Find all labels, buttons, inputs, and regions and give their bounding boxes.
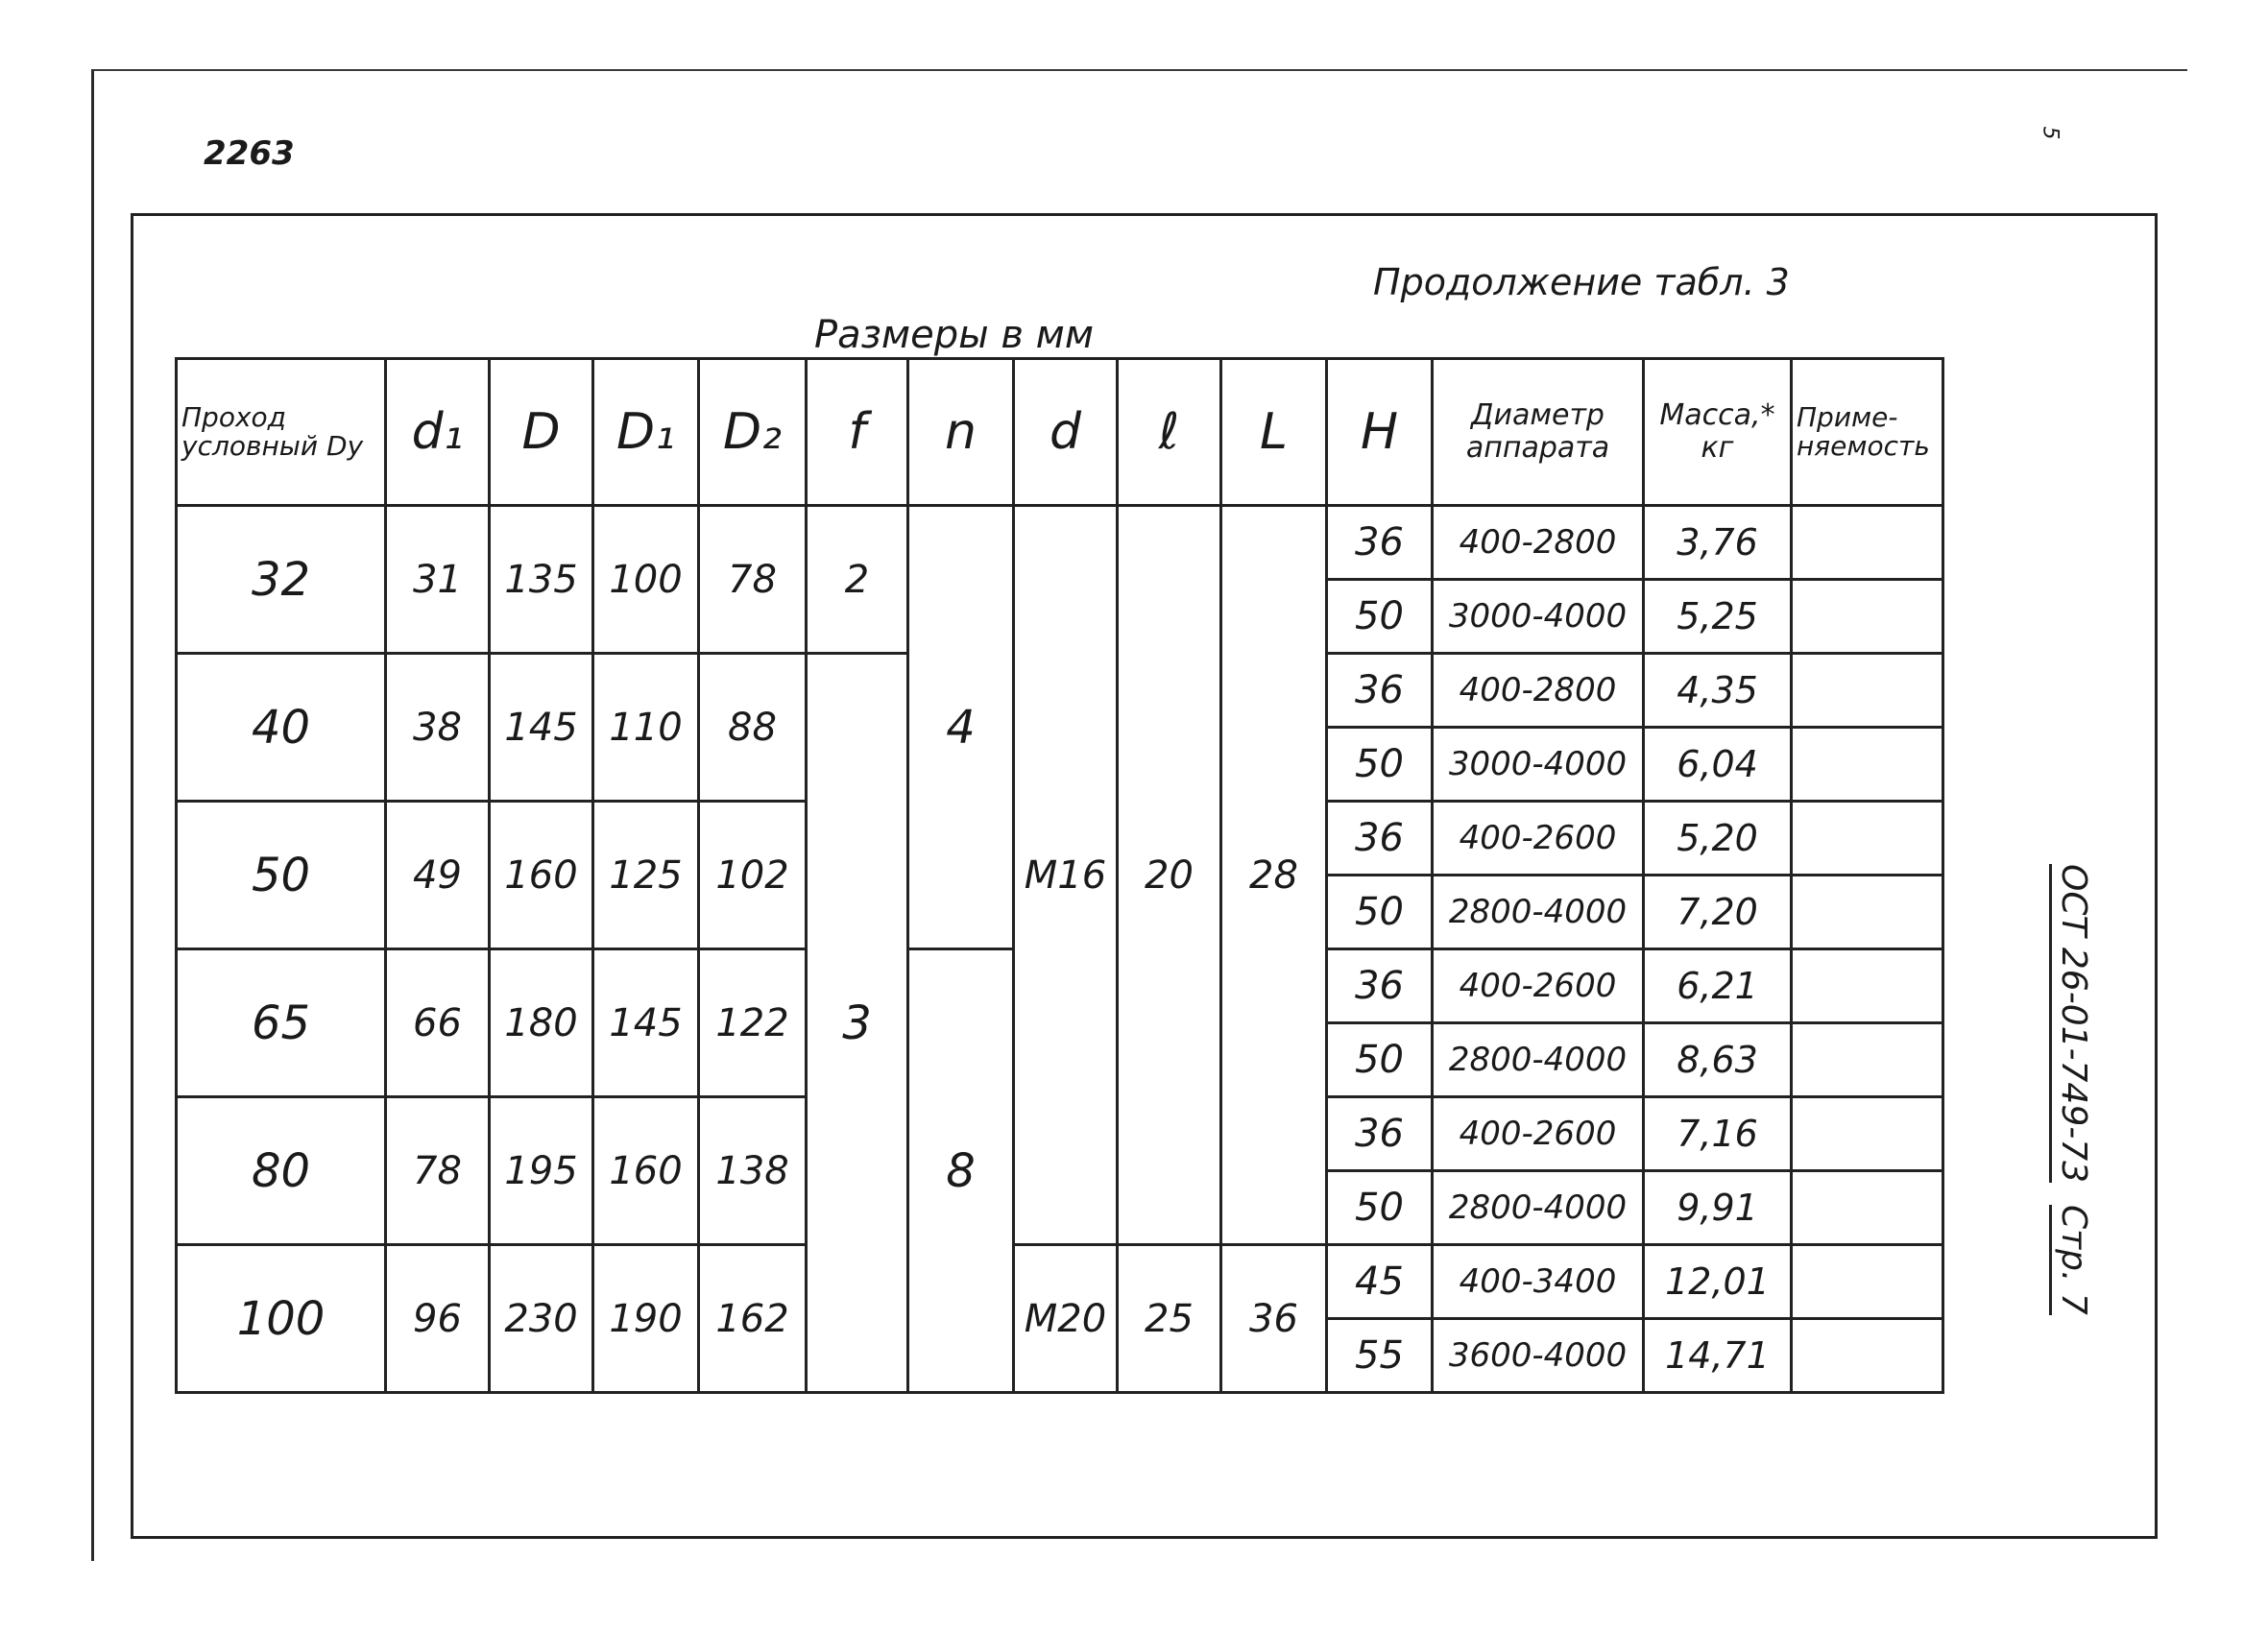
cell-d: M20 bbox=[1014, 1245, 1118, 1393]
cell-L: 36 bbox=[1221, 1245, 1327, 1393]
cell-diameter: 3600-4000 bbox=[1433, 1319, 1644, 1393]
cell-D: 230 bbox=[490, 1245, 593, 1393]
cell-d1: 49 bbox=[386, 802, 490, 949]
cell-mass: 6,04 bbox=[1644, 728, 1792, 802]
cell-H: 36 bbox=[1327, 506, 1433, 580]
cell-d1: 38 bbox=[386, 654, 490, 802]
cell-applicability bbox=[1792, 728, 1943, 802]
header-D: D bbox=[490, 359, 593, 506]
cell-D1: 190 bbox=[593, 1245, 699, 1393]
cell-H: 36 bbox=[1327, 949, 1433, 1023]
cell-D2: 88 bbox=[699, 654, 807, 802]
cell-mass: 5,20 bbox=[1644, 802, 1792, 876]
cell-mass: 3,76 bbox=[1644, 506, 1792, 580]
cell-applicability bbox=[1792, 1319, 1943, 1393]
cell-D2: 138 bbox=[699, 1097, 807, 1245]
cell-D1: 110 bbox=[593, 654, 699, 802]
cell-D1: 160 bbox=[593, 1097, 699, 1245]
cell-diameter: 3000-4000 bbox=[1433, 728, 1644, 802]
cell-mass: 7,20 bbox=[1644, 876, 1792, 949]
cell-mass: 7,16 bbox=[1644, 1097, 1792, 1171]
cell-H: 45 bbox=[1327, 1245, 1433, 1319]
cell-d1: 96 bbox=[386, 1245, 490, 1393]
corner-mark: 5 bbox=[2038, 126, 2063, 140]
cell-diameter: 400-2800 bbox=[1433, 654, 1644, 728]
cell-H: 50 bbox=[1327, 728, 1433, 802]
cell-f: 2 bbox=[807, 506, 908, 654]
cell-D: 145 bbox=[490, 654, 593, 802]
table-row bbox=[177, 1245, 1943, 1319]
header-f: f bbox=[807, 359, 908, 506]
cell-H: 36 bbox=[1327, 654, 1433, 728]
header-H: H bbox=[1327, 359, 1433, 506]
header-D2: D₂ bbox=[699, 359, 807, 506]
cell-mass: 4,35 bbox=[1644, 654, 1792, 728]
cell-D2: 122 bbox=[699, 949, 807, 1097]
cell-D1: 100 bbox=[593, 506, 699, 654]
cell-applicability bbox=[1792, 802, 1943, 876]
cell-H: 36 bbox=[1327, 802, 1433, 876]
cell-dy: 100 bbox=[177, 1245, 386, 1393]
cell-applicability bbox=[1792, 1245, 1943, 1319]
cell-n: 4 bbox=[908, 506, 1014, 949]
cell-mass: 9,91 bbox=[1644, 1171, 1792, 1245]
cell-H: 50 bbox=[1327, 876, 1433, 949]
cell-diameter: 3000-4000 bbox=[1433, 580, 1644, 654]
header-applicability: Приме- няемость bbox=[1792, 359, 1943, 506]
cell-applicability bbox=[1792, 580, 1943, 654]
sheet-number: 2263 bbox=[204, 134, 295, 173]
cell-H: 50 bbox=[1327, 580, 1433, 654]
cell-applicability bbox=[1792, 506, 1943, 580]
cell-applicability bbox=[1792, 1171, 1943, 1245]
cell-mass: 12,01 bbox=[1644, 1245, 1792, 1319]
cell-d1: 66 bbox=[386, 949, 490, 1097]
continuation-label: Продолжение табл. 3 bbox=[1373, 261, 1790, 303]
cell-n: 8 bbox=[908, 949, 1014, 1393]
side-page-label: Стр. 7 bbox=[2049, 1205, 2093, 1315]
cell-l: 20 bbox=[1118, 506, 1221, 1245]
header-l: ℓ bbox=[1118, 359, 1221, 506]
cell-f: 3 bbox=[807, 654, 908, 1393]
cell-D: 180 bbox=[490, 949, 593, 1097]
header-D1: D₁ bbox=[593, 359, 699, 506]
side-stamp bbox=[1978, 864, 2112, 1402]
cell-applicability bbox=[1792, 1023, 1943, 1097]
cell-D1: 125 bbox=[593, 802, 699, 949]
cell-mass: 6,21 bbox=[1644, 949, 1792, 1023]
cell-D: 160 bbox=[490, 802, 593, 949]
units-label: Размеры в мм bbox=[814, 313, 1095, 357]
header-diameter: Диаметр аппарата bbox=[1433, 359, 1644, 506]
header-dy: Проход условный Dy bbox=[177, 359, 386, 506]
cell-mass: 8,63 bbox=[1644, 1023, 1792, 1097]
cell-dy: 50 bbox=[177, 802, 386, 949]
cell-D2: 102 bbox=[699, 802, 807, 949]
header-mass: Масса,* кг bbox=[1644, 359, 1792, 506]
cell-diameter: 2800-4000 bbox=[1433, 1171, 1644, 1245]
cell-applicability bbox=[1792, 876, 1943, 949]
cell-mass: 14,71 bbox=[1644, 1319, 1792, 1393]
flange-dimensions-table bbox=[175, 357, 1944, 1394]
cell-diameter: 400-2600 bbox=[1433, 802, 1644, 876]
cell-D: 135 bbox=[490, 506, 593, 654]
cell-H: 50 bbox=[1327, 1023, 1433, 1097]
cell-D2: 162 bbox=[699, 1245, 807, 1393]
cell-H: 55 bbox=[1327, 1319, 1433, 1393]
cell-diameter: 400-2600 bbox=[1433, 949, 1644, 1023]
cell-dy: 40 bbox=[177, 654, 386, 802]
side-doc-code: ОСТ 26-01-749-73 bbox=[2049, 864, 2093, 1183]
cell-D2: 78 bbox=[699, 506, 807, 654]
cell-applicability bbox=[1792, 949, 1943, 1023]
header-L: L bbox=[1221, 359, 1327, 506]
cell-diameter: 400-3400 bbox=[1433, 1245, 1644, 1319]
cell-d1: 31 bbox=[386, 506, 490, 654]
header-d: d bbox=[1014, 359, 1118, 506]
header-n: n bbox=[908, 359, 1014, 506]
cell-mass: 5,25 bbox=[1644, 580, 1792, 654]
cell-diameter: 400-2800 bbox=[1433, 506, 1644, 580]
cell-dy: 32 bbox=[177, 506, 386, 654]
cell-diameter: 2800-4000 bbox=[1433, 1023, 1644, 1097]
cell-diameter: 2800-4000 bbox=[1433, 876, 1644, 949]
cell-d1: 78 bbox=[386, 1097, 490, 1245]
cell-d: M16 bbox=[1014, 506, 1118, 1245]
cell-dy: 65 bbox=[177, 949, 386, 1097]
header-row bbox=[177, 359, 1943, 506]
cell-H: 36 bbox=[1327, 1097, 1433, 1171]
cell-L: 28 bbox=[1221, 506, 1327, 1245]
cell-diameter: 400-2600 bbox=[1433, 1097, 1644, 1171]
cell-applicability bbox=[1792, 1097, 1943, 1171]
cell-dy: 80 bbox=[177, 1097, 386, 1245]
cell-D: 195 bbox=[490, 1097, 593, 1245]
header-d1: d₁ bbox=[386, 359, 490, 506]
cell-D1: 145 bbox=[593, 949, 699, 1097]
cell-applicability bbox=[1792, 654, 1943, 728]
cell-l: 25 bbox=[1118, 1245, 1221, 1393]
cell-H: 50 bbox=[1327, 1171, 1433, 1245]
table-row bbox=[177, 506, 1943, 580]
